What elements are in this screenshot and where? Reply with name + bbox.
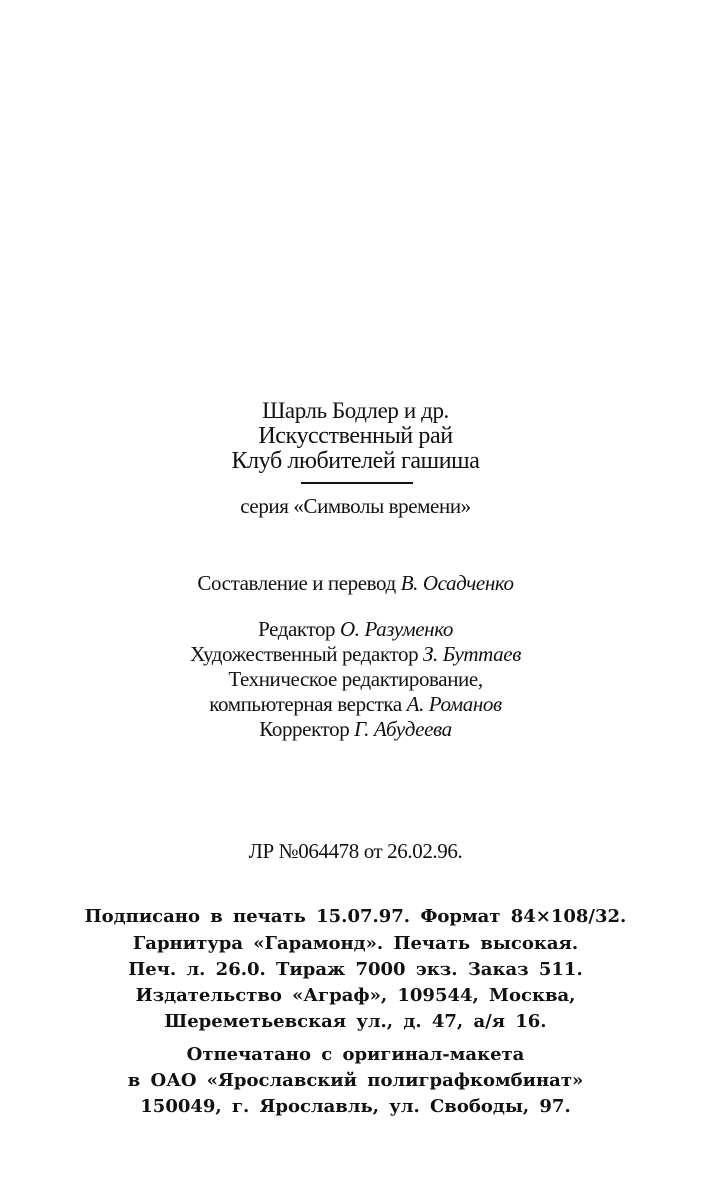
imprint-line-8: 150049, г. Ярославль, ул. Свободы, 97.: [140, 1096, 571, 1117]
imprint-line-1: Подписано в печать 15.07.97. Формат 84×108/32.: [84, 906, 627, 927]
compiler-credit: [0, 571, 711, 596]
imprint-line-5: Шереметьевская ул., д. 47, а/я 16.: [164, 1011, 547, 1032]
tech-editor-name: А. Романов: [406, 692, 502, 716]
art-editor-name: З. Буттаев: [423, 642, 521, 666]
compiler-label: Составление и перевод: [197, 571, 396, 595]
tech-editing-label-line-1: Техническое редактирование,: [228, 667, 483, 691]
imprint-line-3: Печ. л. 26.0. Тираж 7000 экз. Заказ 511.: [128, 959, 583, 980]
editor-label: Редактор: [258, 617, 336, 641]
proofreader-name: Г. Абудеева: [354, 717, 452, 741]
author-line: Шарль Бодлер и др.: [262, 398, 449, 423]
book-title-line-1: Искусственный рай: [258, 423, 453, 449]
book-title-line-2: Клуб любителей гашиша: [231, 448, 480, 474]
compiler-name: В. Осадченко: [400, 571, 514, 595]
imprint-line-4: Издательство «Аграф», 109544, Москва,: [135, 985, 576, 1006]
editor-name: О. Разуменко: [340, 617, 453, 641]
title-divider: [301, 482, 413, 484]
proofreader-label: Корректор: [259, 717, 350, 741]
art-editor-label: Художественный редактор: [190, 642, 419, 666]
license-line: ЛР №064478 от 26.02.96.: [248, 839, 463, 863]
imprint-line-2: Гарнитура «Гарамонд». Печать высокая.: [132, 933, 579, 954]
series-line: серия «Символы времени»: [240, 494, 471, 518]
tech-editing-label-line-2: компьютерная верстка: [209, 692, 402, 716]
imprint-line-7: в ОАО «Ярославский полиграфкомбинат»: [127, 1070, 584, 1091]
imprint-line-6: Отпечатано с оригинал-макета: [186, 1044, 525, 1065]
art-editor-credit: [0, 642, 711, 667]
editor-credit: [0, 617, 711, 642]
proofreader-credit: [0, 717, 711, 742]
tech-editing-credit: [0, 692, 711, 717]
